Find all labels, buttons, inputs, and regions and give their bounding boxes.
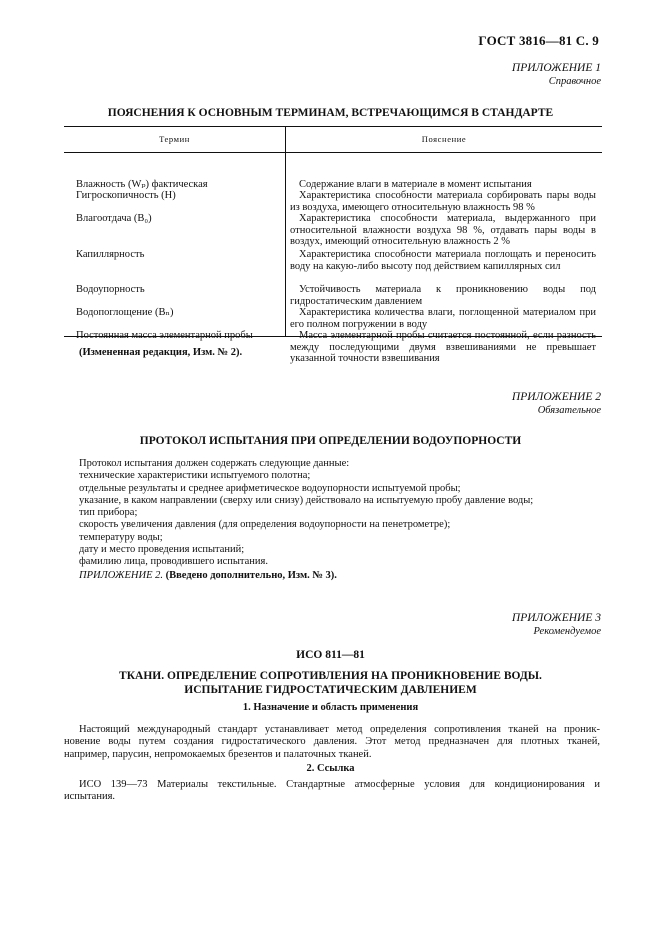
explanation-cell: Устойчивость материала к проникновению воды под гидростатическим давлением [290, 284, 596, 307]
column-header-explanation: Пояснение [285, 127, 602, 152]
explanation-cell: Содержание влаги в материале в момент испытания [299, 179, 532, 190]
subsection-2-text [64, 779, 600, 804]
column-header-term: Термин [159, 134, 190, 144]
subsection-2-line: ИСО 139—73 Материалы текстильные. Стандартные атмосферные условия для кондиционирования и [79, 779, 600, 790]
subsection-1-title: 1. Назначение и область применения [242, 702, 419, 713]
protocol-line: технические характеристики испытуемого полотна; [79, 470, 311, 482]
term-cell: Гигроскопичность (H) [76, 190, 176, 201]
subsection-2-line: испытания. [64, 791, 116, 803]
page-header: ГОСТ 3816—81 С. 9 [478, 33, 599, 48]
term-cell: Постоянная масса элементарной пробы [76, 330, 253, 341]
appendix-3-status: Рекомендуемое [533, 626, 601, 637]
appendix-2-title: ПРИЛОЖЕНИЕ 2 [511, 391, 601, 403]
protocol-line: Протокол испытания должен содержать следующие данные: [79, 458, 350, 469]
subsection-1-text [64, 724, 600, 761]
protocol-line: фамилию лица, проводившего испытания. [79, 556, 269, 568]
subsection-2-title: 2. Ссылка [306, 763, 355, 774]
appendix-1-label [512, 62, 601, 88]
protocol-line: дату и место проведения испытаний; [79, 544, 245, 556]
appendix-1-title: ПРИЛОЖЕНИЕ 1 [511, 62, 601, 74]
term-cell: Влажность (Wₚ) фактическая [76, 179, 208, 190]
section-1-title: ПОЯСНЕНИЯ К ОСНОВНЫМ ТЕРМИНАМ, ВСТРЕЧАЮЩИМСЯ В СТАНДАРТЕ [107, 107, 554, 119]
protocol-line: скорость увеличения давления (для определения водоупорности на пенетрометре); [79, 519, 451, 531]
explanation-cell: Характеристика способности материала сорбировать пары воды из воздуха, имеющего относительную влажность 98 % [290, 190, 596, 213]
appendix-3-label [512, 612, 601, 638]
explanation-cell: Масса элементарной пробы считается постоянной, если разность между последующими двумя взвешиваниями не превышает указанной точности взвешивания [290, 330, 596, 364]
appendix-2-label [512, 391, 601, 417]
section-3-title-line-1: ТКАНИ. ОПРЕДЕЛЕНИЕ СОПРОТИВЛЕНИЯ НА ПРОНИКНОВЕНИЕ ВОДЫ. [119, 670, 542, 682]
protocol-line: отдельные результаты и среднее арифметическое водоупорности испытуемой пробы; [79, 482, 461, 494]
appendix-1-status: Справочное [548, 76, 601, 87]
column-divider [285, 153, 286, 336]
section-3-title-line-2: ИСПЫТАНИЕ ГИДРОСТАТИЧЕСКИМ ДАВЛЕНИЕМ [184, 684, 477, 696]
table-header [64, 127, 602, 153]
term-cell: Капиллярность [76, 249, 145, 260]
protocol-list [79, 458, 609, 569]
explanation-cell: Характеристика количества влаги, поглощенной материалом при его полном погружении в воду [290, 307, 596, 330]
subsection-1-line: например, парусин, непромокаемых брезентов и палаточных тканей. [64, 748, 372, 760]
section-2-title: ПРОТОКОЛ ИСПЫТАНИЯ ПРИ ОПРЕДЕЛЕНИИ ВОДОУПОРНОСТИ [139, 435, 522, 447]
section-3-title [0, 669, 661, 697]
explanation-cell: Характеристика способности материала, выдержанного при относительной влажности воздуха 98 %, отдавать пары воды в воздух, имеющий относительную влажность 2 % [290, 213, 596, 247]
amendment-note-1: (Измененная редакция, Изм. № 2). [79, 347, 243, 358]
explanation-cell: Характеристика способности материала поглощать и переносить воду на какую-либо высоту под действием капиллярных сил [290, 249, 596, 272]
appendix-2-status: Обязательное [537, 405, 601, 416]
appendix-3-title: ПРИЛОЖЕНИЕ 3 [511, 612, 601, 624]
note-2-text: (Введено дополнительно, Изм. № 3). [165, 570, 337, 581]
iso-standard-title: ИСО 811—81 [296, 649, 365, 661]
note-2-appendix-ref: ПРИЛОЖЕНИЕ 2. [79, 570, 163, 581]
protocol-line: тип прибора; [79, 507, 138, 519]
term-cell: Влагоотдача (B₀) [76, 213, 152, 224]
term-cell: Водопоглощение (Bₙ) [76, 307, 174, 318]
amendment-note-2 [79, 570, 337, 581]
protocol-line: указание, в каком направлении (сверху или снизу) действовало на испытуемую пробу давление воды; [79, 494, 534, 506]
subsection-1-line: новение воды путем создания гидростатического давления. Этот метод предназначен для плотных тканей, [64, 736, 600, 748]
protocol-line: температуру воды; [79, 531, 163, 543]
subsection-1-line: Настоящий международный стандарт устанавливает метод определения сопротивления тканей на проник- [79, 724, 600, 735]
term-cell: Водоупорность [76, 284, 145, 295]
